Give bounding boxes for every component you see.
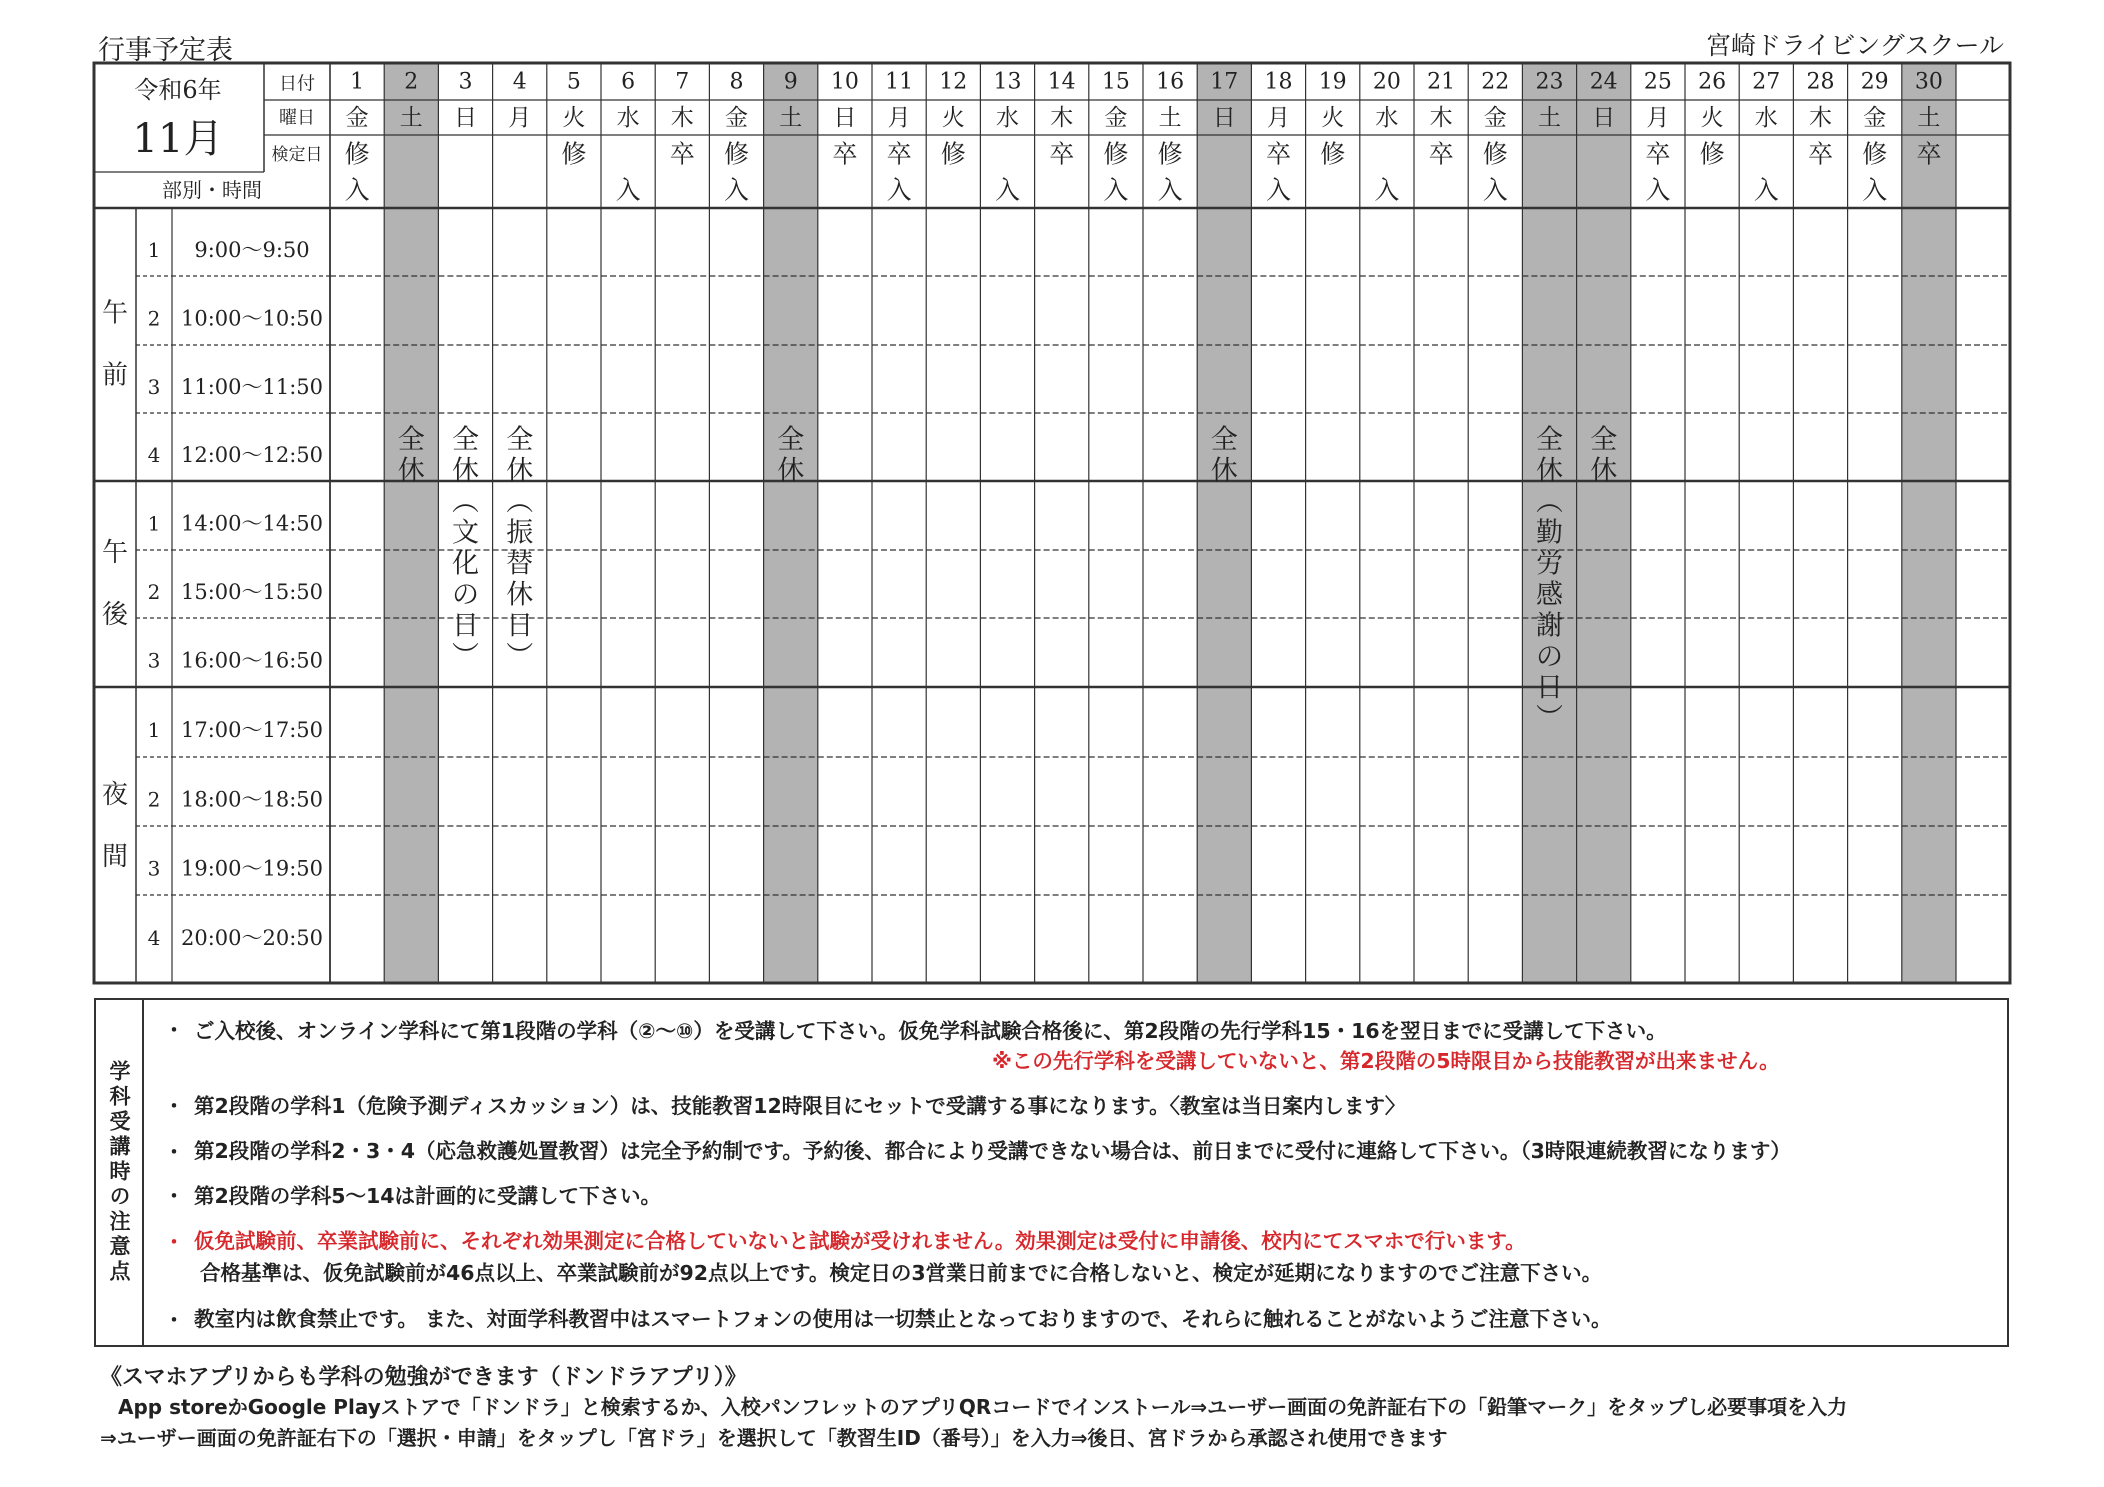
exam-type-label: 修 bbox=[1862, 139, 1888, 169]
section-name-char: 前 bbox=[101, 360, 129, 391]
closed-note-char: 休 bbox=[506, 455, 534, 487]
day-number: 6 bbox=[621, 69, 636, 95]
weekday-label: 金 bbox=[345, 105, 369, 131]
closed-note-char: 化 bbox=[452, 548, 479, 580]
period-number: 3 bbox=[147, 856, 161, 881]
date-row-label: 日付 bbox=[279, 73, 315, 95]
admission-label: 入 bbox=[1753, 175, 1779, 205]
exam-type-label: 卒 bbox=[832, 139, 858, 169]
app-line-1: App storeかGoogle Playストアで「ドンドラ」と検索するか、入校パンフレットのアプリQRコードでインストール⇒ユーザー画面の免許証右下の「鉛筆マーク」をタップし必要事項を入力 bbox=[118, 1395, 1848, 1419]
exam-type-label: 修 bbox=[344, 139, 370, 169]
closed-note-char: 休 bbox=[506, 579, 534, 611]
closed-note-char: 全 bbox=[777, 424, 805, 456]
closed-day-shade bbox=[1197, 63, 1251, 983]
day-number: 15 bbox=[1101, 69, 1130, 95]
day-number: 19 bbox=[1318, 69, 1347, 95]
closed-note-char: ︶ bbox=[452, 641, 479, 673]
period-number: 4 bbox=[147, 443, 161, 467]
weekday-label: 金 bbox=[1483, 105, 1507, 131]
weekday-label: 土 bbox=[1538, 105, 1561, 131]
day-number: 5 bbox=[566, 69, 581, 95]
closed-note-char: ︵ bbox=[452, 486, 479, 518]
weekday-label: 水 bbox=[616, 105, 640, 131]
bullet: ・ bbox=[164, 1018, 184, 1042]
weekday-label: 日 bbox=[1592, 105, 1616, 131]
closed-note-char: ︵ bbox=[506, 486, 534, 518]
note-1: ご入校後、オンライン学科にて第1段階の学科（②～⑩）を受講して下さい。仮免学科試験合格後に、第2段階の先行学科15・16を翌日までに受講して下さい。 bbox=[194, 1019, 1667, 1043]
closed-note-char: 休 bbox=[1536, 455, 1563, 487]
day-number: 22 bbox=[1481, 69, 1510, 95]
closed-note-char: 謝 bbox=[1536, 610, 1563, 642]
closed-note-char: ︵ bbox=[1536, 486, 1563, 518]
exam-type-label: 卒 bbox=[1807, 139, 1834, 169]
closed-note-char: 全 bbox=[1590, 424, 1618, 456]
period-number: 1 bbox=[147, 238, 161, 262]
closed-note-char: ︶ bbox=[1536, 703, 1563, 735]
weekday-label: 月 bbox=[887, 105, 911, 131]
exam-type-label: 卒 bbox=[669, 139, 695, 169]
weekday-label: 日 bbox=[1212, 105, 1236, 131]
day-number: 14 bbox=[1047, 69, 1076, 95]
closed-day-shade bbox=[384, 63, 438, 983]
exam-type-label: 修 bbox=[723, 139, 750, 169]
admission-label: 入 bbox=[615, 175, 641, 205]
admission-label: 入 bbox=[1862, 175, 1888, 205]
closed-day-shade bbox=[1902, 63, 1956, 983]
exam-type-label: 修 bbox=[561, 139, 587, 169]
weekday-label: 火 bbox=[562, 105, 586, 131]
note-3: 第2段階の学科2・3・4（応急救護処置教習）は完全予約制です。予約後、都合により受講できない場合は、前日までに受付に連絡して下さい。（3時限連続教習になります） bbox=[194, 1139, 1791, 1163]
closed-note-char: 休 bbox=[1590, 455, 1618, 487]
section-header-label: 部別・時間 bbox=[162, 178, 262, 202]
period-number: 3 bbox=[147, 648, 161, 673]
period-time: 14:00～14:50 bbox=[180, 511, 324, 536]
weekday-label: 火 bbox=[1321, 105, 1345, 131]
closed-day-shade bbox=[1577, 63, 1631, 983]
weekday-label: 火 bbox=[941, 105, 965, 131]
closed-note-char: 全 bbox=[1210, 424, 1238, 456]
weekday-label: 水 bbox=[1754, 105, 1778, 131]
admission-label: 入 bbox=[994, 175, 1021, 205]
bullet: ・ bbox=[164, 1094, 184, 1118]
weekday-label: 火 bbox=[1700, 105, 1724, 131]
bullet: ・ bbox=[164, 1230, 184, 1254]
period-time: 9:00～9:50 bbox=[194, 238, 310, 262]
closed-note-char: 替 bbox=[506, 548, 534, 580]
day-number: 8 bbox=[729, 69, 744, 95]
weekday-label: 日 bbox=[833, 105, 857, 131]
closed-note-char: 休 bbox=[1210, 455, 1238, 487]
period-number: 2 bbox=[147, 787, 161, 812]
admission-label: 入 bbox=[723, 175, 750, 205]
exam-type-label: 修 bbox=[1320, 139, 1346, 169]
admission-label: 入 bbox=[344, 175, 370, 205]
admission-label: 入 bbox=[1157, 175, 1183, 205]
exam-type-label: 卒 bbox=[1916, 139, 1942, 169]
day-number: 23 bbox=[1535, 69, 1564, 95]
day-number: 9 bbox=[783, 69, 798, 95]
day-number: 12 bbox=[939, 69, 968, 95]
weekday-label: 月 bbox=[1267, 105, 1290, 131]
section-name-char: 午 bbox=[101, 538, 129, 568]
weekday-label: 金 bbox=[1863, 105, 1887, 131]
day-number: 7 bbox=[675, 69, 690, 95]
day-number: 3 bbox=[458, 69, 473, 95]
day-number: 24 bbox=[1589, 69, 1618, 95]
month-label: 11月 bbox=[132, 116, 224, 162]
period-time: 17:00～17:50 bbox=[180, 718, 324, 742]
exam-type-label: 卒 bbox=[1049, 139, 1075, 169]
period-time: 10:00～10:50 bbox=[180, 306, 324, 331]
day-number: 10 bbox=[830, 69, 859, 95]
admission-label: 入 bbox=[1374, 175, 1400, 205]
closed-note-char: 全 bbox=[452, 424, 479, 456]
period-number: 2 bbox=[147, 580, 161, 604]
bullet: ・ bbox=[164, 1140, 184, 1164]
closed-note-char: 労 bbox=[1536, 548, 1563, 580]
day-number: 16 bbox=[1156, 69, 1185, 95]
weekday-label: 土 bbox=[399, 105, 423, 131]
closed-note-char: 勤 bbox=[1536, 517, 1563, 549]
bullet: ・ bbox=[164, 1184, 184, 1208]
day-number: 28 bbox=[1806, 69, 1835, 95]
day-number: 20 bbox=[1372, 69, 1401, 95]
period-number: 1 bbox=[147, 511, 161, 536]
period-time: 12:00～12:50 bbox=[180, 443, 324, 467]
closed-note-char: 全 bbox=[1536, 424, 1563, 456]
day-number: 21 bbox=[1427, 69, 1456, 95]
weekday-label: 水 bbox=[1375, 105, 1399, 131]
weekday-label: 金 bbox=[1104, 105, 1128, 131]
period-time: 16:00～16:50 bbox=[180, 648, 324, 673]
notes-box bbox=[94, 998, 2009, 1347]
note-1-warning: ※この先行学科を受講していないと、第2段階の5時限目から技能教習が出来ません。 bbox=[992, 1049, 1780, 1073]
document-title: 行事予定表 bbox=[98, 35, 233, 66]
period-time: 15:00～15:50 bbox=[180, 580, 324, 604]
closed-note-char: 休 bbox=[777, 455, 805, 487]
day-number: 17 bbox=[1210, 69, 1239, 95]
weekday-label: 土 bbox=[1917, 105, 1941, 131]
note-6: 教室内は飲食禁止です。 また、対面学科教習中はスマートフォンの使用は一切禁止となっておりますので、それらに触れることがないようご注意下さい。 bbox=[194, 1307, 1612, 1331]
notes-title-cell bbox=[96, 1000, 144, 1345]
period-time: 19:00～19:50 bbox=[180, 856, 324, 881]
closed-note-char: 振 bbox=[506, 517, 534, 549]
day-number: 13 bbox=[993, 69, 1022, 95]
weekday-label: 土 bbox=[1158, 105, 1182, 131]
day-number: 26 bbox=[1698, 69, 1727, 95]
closed-note-char: 休 bbox=[452, 455, 479, 487]
period-time: 11:00～11:50 bbox=[180, 375, 324, 399]
closed-note-char: 日 bbox=[452, 610, 479, 642]
day-number: 4 bbox=[512, 69, 527, 95]
weekday-label: 土 bbox=[779, 105, 803, 131]
app-title: 《スマホアプリからも学科の勉強ができます（ドンドラアプリ）》 bbox=[100, 1365, 747, 1390]
era-label: 令和6年 bbox=[134, 76, 222, 104]
app-line-2: ⇒ユーザー画面の免許証右下の「選択・申請」をタップし「宮ドラ」を選択して「教習生ID（番号）」を入力⇒後日、宮ドラから承認され使用できます bbox=[100, 1426, 1448, 1450]
period-number: 4 bbox=[147, 926, 161, 950]
day-number: 2 bbox=[404, 69, 419, 95]
weekday-label: 木 bbox=[1809, 105, 1832, 131]
notes-title: 学科受講時の注意点 bbox=[107, 1060, 131, 1285]
exam-type-label: 卒 bbox=[886, 139, 912, 169]
day-number: 25 bbox=[1643, 69, 1672, 95]
closed-note-char: 感 bbox=[1536, 579, 1563, 611]
note-5: 仮免試験前、卒業試験前に、それぞれ効果測定に合格していないと試験が受けれません。効果測定は受付に申請後、校内にてスマホで行います。 bbox=[194, 1229, 1526, 1253]
exam-type-label: 卒 bbox=[1428, 139, 1454, 169]
day-number: 11 bbox=[885, 69, 914, 95]
exam-type-label: 修 bbox=[940, 139, 966, 169]
admission-label: 入 bbox=[886, 175, 912, 205]
note-2: 第2段階の学科1（危険予測ディスカッション）は、技能教習12時限目にセットで受講する事になります。〈教室は当日案内します〉 bbox=[194, 1094, 1406, 1118]
exam-row-label: 検定日 bbox=[271, 145, 323, 165]
weekday-label: 月 bbox=[508, 105, 532, 131]
day-number: 18 bbox=[1264, 69, 1293, 95]
period-time: 18:00～18:50 bbox=[180, 787, 324, 812]
exam-type-label: 修 bbox=[1482, 139, 1508, 169]
weekday-label: 金 bbox=[725, 105, 748, 131]
exam-type-label: 修 bbox=[1699, 139, 1725, 169]
weekday-row-label: 曜日 bbox=[279, 107, 315, 129]
weekday-label: 日 bbox=[454, 105, 477, 131]
section-name-char: 夜 bbox=[101, 780, 129, 810]
note-4: 第2段階の学科5～14は計画的に受講して下さい。 bbox=[194, 1184, 662, 1208]
section-name-char: 間 bbox=[101, 842, 129, 872]
closed-note-char: 文 bbox=[452, 517, 479, 549]
period-time: 20:00～20:50 bbox=[180, 926, 324, 950]
closed-note-char: ︶ bbox=[506, 641, 534, 673]
admission-label: 入 bbox=[1265, 175, 1292, 205]
exam-type-label: 修 bbox=[1157, 139, 1183, 169]
section-name-char: 午 bbox=[101, 298, 129, 329]
exam-type-label: 卒 bbox=[1265, 139, 1292, 169]
day-number: 30 bbox=[1914, 69, 1943, 95]
closed-note-char: 全 bbox=[506, 424, 534, 456]
closed-note-char: 日 bbox=[1536, 672, 1563, 704]
admission-label: 入 bbox=[1482, 175, 1508, 205]
closed-note-char: 日 bbox=[506, 610, 534, 642]
weekday-label: 月 bbox=[1646, 105, 1670, 131]
closed-note-char: の bbox=[1536, 641, 1563, 673]
exam-type-label: 修 bbox=[1103, 139, 1129, 169]
school-name: 宮崎ドライビングスクール bbox=[1705, 31, 2004, 60]
table-border bbox=[94, 63, 2010, 983]
admission-label: 入 bbox=[1103, 175, 1129, 205]
bullet: ・ bbox=[164, 1308, 184, 1332]
weekday-label: 水 bbox=[996, 105, 1019, 131]
closed-note-char: 休 bbox=[397, 455, 425, 487]
weekday-label: 木 bbox=[670, 105, 694, 131]
period-number: 1 bbox=[147, 718, 161, 742]
closed-day-shade bbox=[764, 63, 818, 983]
exam-type-label: 卒 bbox=[1645, 139, 1671, 169]
weekday-label: 木 bbox=[1050, 105, 1074, 131]
day-number: 29 bbox=[1860, 69, 1889, 95]
closed-note-char: の bbox=[452, 579, 479, 611]
period-number: 3 bbox=[147, 375, 161, 399]
admission-label: 入 bbox=[1645, 175, 1671, 205]
note-5-detail: 合格基準は、仮免試験前が46点以上、卒業試験前が92点以上です。検定日の3営業日前までに合格しないと、検定が延期になりますのでご注意下さい。 bbox=[200, 1261, 1603, 1285]
day-number: 1 bbox=[350, 69, 365, 95]
day-number: 27 bbox=[1752, 69, 1781, 95]
closed-note-char: 全 bbox=[397, 424, 425, 456]
weekday-label: 木 bbox=[1429, 105, 1453, 131]
period-number: 2 bbox=[147, 306, 161, 331]
section-name-char: 後 bbox=[101, 600, 129, 630]
